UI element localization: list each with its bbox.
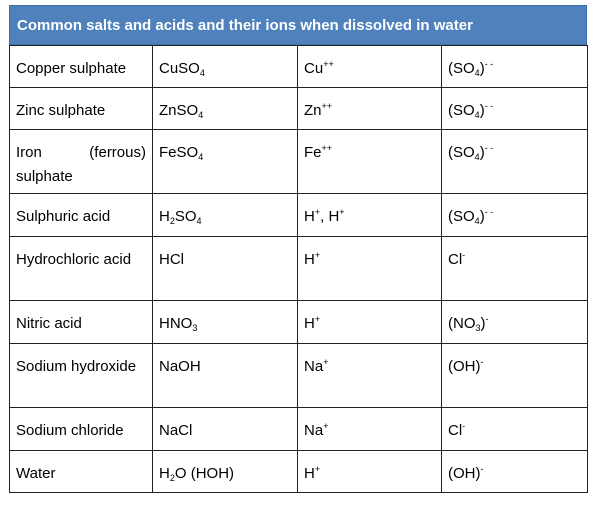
cation-charge: ++ (321, 101, 333, 111)
anion-cell (442, 344, 588, 408)
formula-part: H (159, 465, 170, 482)
ions-table (9, 45, 588, 493)
cation-symbol: Na (304, 422, 324, 439)
salt-name: Nitric acid (16, 315, 82, 332)
formula-cell (153, 130, 298, 194)
cation-symbol: H (304, 465, 315, 482)
salt-name-cell (10, 237, 153, 301)
anion-charge: - - (484, 143, 494, 153)
anion-symbol: Cl (448, 251, 463, 268)
formula-subscript: 4 (198, 110, 204, 120)
cation-symbol: Fe (304, 144, 322, 161)
salt-name-cell (10, 451, 153, 493)
salt-name-cell (10, 46, 153, 88)
formula-cell (153, 408, 298, 451)
cation-charge: + (323, 421, 329, 431)
formula-part: H (159, 208, 170, 225)
salt-name: Iron (ferrous) sulphate (16, 144, 146, 185)
cation-symbol: H (304, 208, 315, 225)
salt-name: Sodium hydroxide (16, 358, 137, 375)
formula-subscript: 3 (192, 323, 198, 333)
formula-subscript: 2 (169, 216, 175, 226)
cation-charge: ++ (323, 59, 334, 69)
table-row (10, 46, 588, 88)
anion-symbol: ) (479, 144, 485, 161)
anion-symbol: (OH) (448, 358, 481, 375)
cation-charge: + (314, 250, 321, 260)
cation-charge: + (323, 357, 329, 367)
cation-symbol: Zn (304, 102, 322, 119)
table-row (10, 451, 588, 493)
cation-symbol: Na (304, 358, 324, 375)
cation-charge: + (314, 464, 321, 474)
anion-cell (442, 451, 588, 493)
anion-symbol: (NO (448, 315, 476, 332)
formula-subscript: 2 (169, 473, 175, 483)
anion-charge: - - (484, 59, 494, 69)
table-row (10, 88, 588, 130)
ions-table-container (9, 5, 587, 493)
table-title: Common salts and acids and their ions when dissolved in water (9, 5, 587, 45)
formula-part: NaCl (159, 422, 193, 439)
formula-part: NaOH (159, 358, 201, 375)
anion-cell (442, 88, 588, 130)
formula-cell (153, 451, 298, 493)
salt-name-cell (10, 88, 153, 130)
anion-subscript: 4 (474, 152, 480, 162)
anion-charge: - - (484, 207, 494, 217)
cation-cell (298, 88, 442, 130)
formula-part: FeSO (159, 144, 199, 161)
anion-subscript: 4 (474, 110, 480, 120)
table-row (10, 194, 588, 237)
anion-symbol: ) (480, 315, 486, 332)
cation-charge: ++ (321, 143, 333, 153)
anion-cell (442, 46, 588, 88)
anion-symbol: ) (479, 208, 485, 225)
formula-part: SO (174, 208, 197, 225)
cation-charge: + (314, 207, 321, 217)
table-row (10, 344, 588, 408)
formula-cell (153, 46, 298, 88)
anion-charge: - - (484, 101, 494, 111)
salt-name: Hydrochloric acid (16, 251, 132, 268)
anion-cell (442, 301, 588, 344)
formula-cell (153, 237, 298, 301)
cation-symbol: , H (320, 208, 340, 225)
anion-cell (442, 130, 588, 194)
cation-charge: + (314, 314, 321, 324)
salt-name: Sodium chloride (16, 422, 124, 439)
cation-cell (298, 301, 442, 344)
cation-symbol: H (304, 315, 315, 332)
cation-charge: + (339, 207, 345, 217)
anion-symbol: (SO (448, 102, 475, 119)
anion-symbol: (SO (448, 208, 475, 225)
anion-symbol: Cl (448, 422, 463, 439)
anion-charge: - (485, 314, 489, 324)
anion-symbol: (SO (448, 60, 475, 77)
formula-subscript: 4 (199, 68, 205, 78)
anion-charge: - (462, 250, 466, 260)
formula-cell (153, 88, 298, 130)
salt-name-cell (10, 130, 153, 194)
anion-subscript: 4 (474, 68, 480, 78)
formula-cell (153, 344, 298, 408)
anion-cell (442, 408, 588, 451)
formula-cell (153, 301, 298, 344)
anion-charge: - (480, 357, 484, 367)
formula-part: O (HOH) (174, 465, 235, 482)
anion-charge: - (462, 421, 466, 431)
table-row (10, 301, 588, 344)
anion-symbol: (OH) (448, 465, 481, 482)
cation-symbol: Cu (304, 60, 324, 77)
cation-cell (298, 237, 442, 301)
anion-cell (442, 194, 588, 237)
formula-cell (153, 194, 298, 237)
cation-cell (298, 344, 442, 408)
cation-cell (298, 194, 442, 237)
salt-name-cell (10, 408, 153, 451)
table-row (10, 130, 588, 194)
salt-name: Sulphuric acid (16, 208, 111, 225)
cation-symbol: H (304, 251, 315, 268)
formula-part: HNO (159, 315, 193, 332)
cation-cell (298, 451, 442, 493)
salt-name-cell (10, 194, 153, 237)
anion-subscript: 3 (475, 323, 481, 333)
table-row (10, 237, 588, 301)
anion-charge: - (480, 464, 484, 474)
salt-name: Water (16, 465, 56, 482)
anion-symbol: ) (479, 102, 485, 119)
formula-part: HCl (159, 251, 184, 268)
table-row (10, 408, 588, 451)
salt-name-cell (10, 344, 153, 408)
cation-cell (298, 46, 442, 88)
formula-subscript: 4 (196, 216, 202, 226)
formula-part: ZnSO (159, 102, 199, 119)
anion-cell (442, 237, 588, 301)
anion-symbol: (SO (448, 144, 475, 161)
salt-name: Zinc sulphate (16, 102, 106, 119)
cation-cell (298, 130, 442, 194)
formula-subscript: 4 (198, 152, 204, 162)
cation-cell (298, 408, 442, 451)
formula-part: CuSO (159, 60, 200, 77)
anion-symbol: ) (479, 60, 485, 77)
salt-name-cell (10, 301, 153, 344)
salt-name: Copper sulphate (16, 60, 127, 77)
anion-subscript: 4 (474, 216, 480, 226)
